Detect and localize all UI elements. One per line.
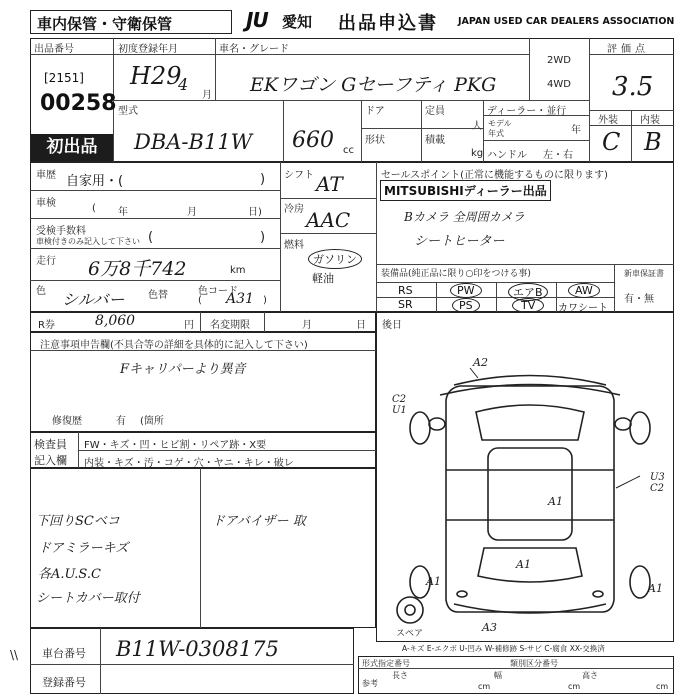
logo-text: 愛知 (282, 13, 313, 31)
registration-year: H29 (130, 62, 182, 90)
ju-logo: JU (246, 8, 268, 32)
warranty-options: 有・無 (624, 294, 654, 305)
registration-label: 初度登録年月 (118, 44, 178, 55)
sales-point-line2: シートヒーター (414, 234, 505, 249)
inspector-label-1: 検査員 (34, 438, 67, 451)
equipment-label: 装備品(純正品に限り○印をつける事) (381, 269, 531, 279)
notes-label: 注意事項申告欄(不具合等の詳細を具体的に記入して下さい) (40, 340, 308, 351)
document-title: 出品申込書 (338, 13, 438, 34)
acceptance-note: 車検付きのみ記入して下さい (36, 237, 140, 246)
height-label: 高さ (582, 671, 598, 680)
mileage-unit: km (230, 265, 246, 276)
fuel-diesel: 軽油 (312, 272, 334, 285)
class-number-label: 類別区分番号 (510, 659, 558, 668)
car-name-label: 車名・グレード (219, 44, 289, 55)
diagram-mark-right-rear: U3 C2 (650, 472, 665, 494)
remarks-line5: シートカバー取付 (36, 591, 140, 606)
inspection-open: ( (92, 203, 96, 214)
reference-label: 参考 (362, 679, 378, 688)
sales-point-label: セールスポイント(正常に機能するものに限ります) (381, 170, 608, 181)
acceptance-label: 受検手数料 (36, 226, 86, 237)
inspection-day: 日) (248, 207, 262, 218)
equipment-ps: PS (452, 298, 480, 313)
damage-legend: A-キズ E-エクボ U-凹み W-補修跡 S-サビ C-腐食 XX-交換済 (402, 644, 605, 653)
history-close: ) (260, 172, 266, 187)
inspector-row-2: 内装・キズ・汚・コゲ・穴・ヤニ・キレ・破レ (84, 458, 294, 469)
type-designation-label: 形式指定番号 (362, 659, 410, 668)
inspector-row-1: FW・キズ・凹・ヒビ割・リペア跡・X要 (84, 440, 267, 451)
acceptance-open: ( (148, 230, 154, 245)
color-code: A31 (226, 291, 254, 307)
exterior-label: 外装 (598, 115, 618, 126)
notes-content: Fキャリパーより異音 (120, 362, 246, 377)
width-label: 幅 (494, 671, 502, 680)
equipment-sr: SR (398, 298, 413, 311)
fuel-gasoline: ガソリン (308, 249, 362, 269)
displacement-value: 660 (292, 128, 334, 153)
fuel-label: 燃料 (284, 240, 304, 251)
color-value: シルバー (62, 290, 125, 309)
color-label: 色 (36, 286, 46, 297)
diagram-mark-rear-left: A1 (426, 575, 441, 588)
load-unit: kg (471, 148, 484, 159)
registration-number-label: 登録番号 (42, 676, 86, 689)
lot-number: 00258 (40, 91, 117, 116)
model-label: 型式 (118, 106, 138, 117)
diagram-mark-roof: A1 (548, 495, 563, 508)
diagram-mark-left-front: C2 U1 (392, 394, 407, 416)
year-unit: 年 (571, 125, 581, 136)
repair-value: 有 (116, 416, 126, 427)
interior-label: 内装 (640, 115, 660, 126)
length-unit: cm (478, 682, 491, 691)
equipment-airbag: エアB (508, 283, 548, 301)
capacity-label: 定員 (425, 106, 445, 117)
model-year-label: モデル (488, 119, 512, 128)
shape-label: 形状 (365, 135, 385, 146)
drive-4wd: 4WD (547, 79, 571, 90)
equipment-cloth-seat: カワシート (558, 303, 608, 314)
storage-title: 車内保管・守衛保管 (37, 15, 173, 33)
remarks-line4: 各A.U.S.C (38, 567, 101, 582)
lot-sub-number: [2151] (44, 71, 84, 85)
remarks-line2: ドアバイザー 取 (212, 514, 306, 529)
shift-label: シフト (284, 170, 314, 181)
inspector-label-2: 記入欄 (34, 454, 67, 467)
load-label: 積載 (425, 135, 445, 146)
grade-score-value: 3.5 (612, 72, 654, 102)
diagram-mark-front: A2 (473, 356, 488, 369)
equipment-tv: TV (512, 298, 544, 313)
inspection-label: 車検 (36, 198, 56, 209)
grade-score-label: 評価点 (607, 44, 649, 55)
color-change-label: 色替 (148, 290, 168, 301)
repair-label: 修復歴 (52, 416, 82, 427)
warranty-label: 新車保証書 (624, 269, 664, 278)
color-open: ( (198, 295, 202, 306)
name-change-day: 日 (356, 320, 366, 331)
width-unit: cm (568, 682, 581, 691)
doors-label: ドア (365, 106, 385, 117)
acceptance-close: ) (260, 230, 266, 245)
association-name: JAPAN USED CAR DEALERS ASSOCIATION (458, 16, 675, 27)
registration-month: 4 (178, 75, 189, 94)
lot-label: 出品番号 (34, 44, 74, 55)
height-unit: cm (656, 682, 669, 691)
handle-label: ハンドル (487, 150, 527, 161)
exterior-grade: C (602, 128, 621, 156)
color-code-label: 色コード (198, 286, 238, 297)
name-change-month: 月 (302, 320, 312, 331)
aircon-value: AAC (306, 208, 351, 232)
history-value: 自家用・( (66, 174, 124, 189)
mileage-label: 走行 (36, 256, 56, 267)
page-mark: \\ (10, 648, 19, 662)
equipment-rs: RS (398, 284, 413, 297)
inspection-year: 年 (118, 207, 128, 218)
aircon-label: 冷房 (284, 204, 304, 215)
recycle-unit: 円 (184, 320, 194, 331)
handle-options: 左・右 (543, 150, 573, 161)
chassis-label: 車台番号 (42, 647, 86, 660)
spare-label: スペア (396, 629, 424, 639)
year-type-label: 年式 (488, 129, 504, 138)
sales-point-line1: Bカメラ 全周囲カメラ (404, 210, 525, 224)
capacity-unit: 人 (472, 121, 482, 132)
recycle-value: 8,060 (95, 313, 136, 329)
model-value: DBA-B11W (134, 130, 253, 154)
registration-month-unit: 月 (202, 90, 212, 101)
length-label: 長さ (392, 671, 408, 680)
name-change-label: 名変期限 (210, 320, 250, 331)
equipment-pw: PW (450, 283, 482, 298)
displacement-unit: cc (343, 145, 354, 156)
repair-place: (箇所 (140, 416, 164, 427)
drive-2wd: 2WD (547, 55, 571, 66)
mileage-value: 6万8千742 (88, 258, 187, 280)
first-listing-badge: 初出品 (31, 134, 113, 161)
diagram-mark-rear-right: A1 (648, 582, 663, 595)
shift-value: AT (316, 172, 343, 196)
diagram-mark-rear-bottom: A3 (482, 621, 497, 634)
interior-grade: B (644, 128, 662, 156)
dealer-badge: MITSUBISHIディーラー出品 (380, 180, 551, 201)
remarks-line3: ドアミラーキズ (38, 541, 129, 556)
remarks-line1: 下回りSCベコ (36, 514, 120, 529)
recycle-label: R券 (38, 320, 55, 331)
color-close: ) (263, 295, 267, 306)
equipment-aw: AW (568, 283, 600, 298)
rear-date-label: 後日 (382, 320, 402, 331)
diagram-mark-rear-center: A1 (516, 558, 531, 571)
car-name-value: EKワゴン Gセーフティ PKG (250, 74, 497, 96)
dealer-parallel: ディーラー・並行 (487, 106, 567, 117)
chassis-value: B11W-0308175 (116, 637, 279, 661)
inspection-month: 月 (187, 207, 197, 218)
history-label: 車歴 (36, 170, 56, 181)
